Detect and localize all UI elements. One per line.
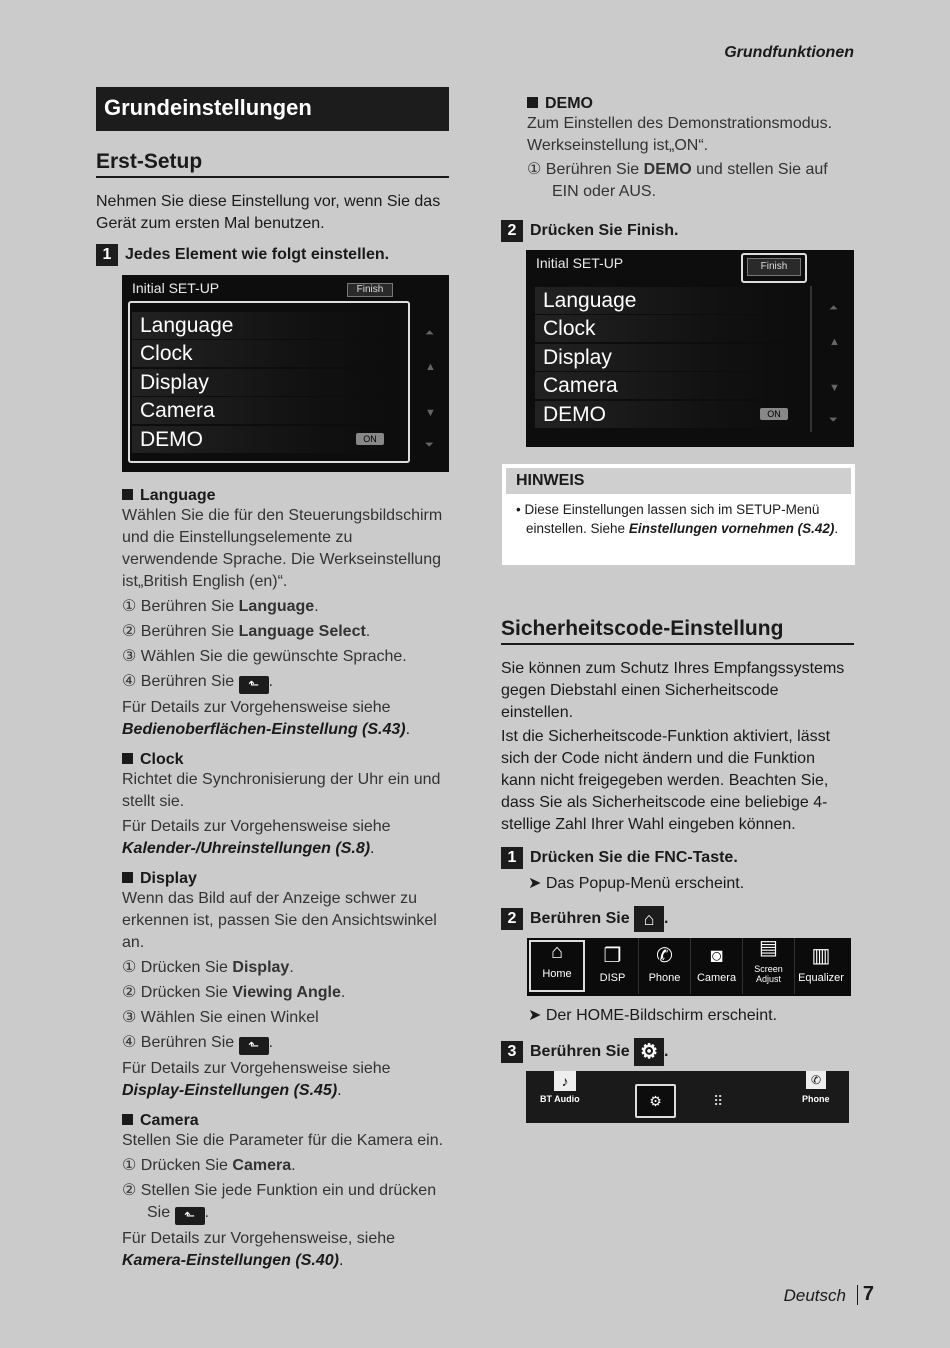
scroll-top-icon[interactable]: ⏶ bbox=[829, 302, 838, 314]
scroll-up-icon[interactable]: ▲ bbox=[425, 361, 436, 373]
page-title: Grundeinstellungen bbox=[96, 87, 449, 131]
home-button[interactable]: ⌂ Home bbox=[529, 940, 585, 992]
language-desc: Wählen Sie die für den Steuerungsbildschirm und die Einstellungselemente zu verwendende Sprache. Die Werkseinstellung ist„British English (en)“. bbox=[122, 507, 443, 590]
menu-item-language[interactable]: Language bbox=[535, 287, 797, 314]
menu-item-demo[interactable]: DEMO bbox=[132, 426, 390, 453]
step-number: 2 bbox=[501, 220, 523, 242]
intro-text: Nehmen Sie diese Einstellung vor, wenn Sie das Gerät zum ersten Mal benutzen. bbox=[96, 193, 441, 232]
phone-button[interactable]: ✆ Phone bbox=[639, 938, 691, 994]
display-icon: ❐ bbox=[603, 945, 622, 967]
gear-icon: ⚙ bbox=[634, 1038, 664, 1066]
section-heading-erst-setup: Erst-Setup bbox=[96, 150, 449, 178]
finish-button[interactable]: Finish bbox=[347, 283, 393, 297]
settings-button[interactable] bbox=[635, 1084, 676, 1118]
left-column bbox=[96, 87, 449, 266]
phone-label[interactable]: Phone bbox=[802, 1094, 830, 1104]
step-number: 2 bbox=[501, 908, 523, 930]
scroll-bottom-icon[interactable]: ⏷ bbox=[829, 414, 838, 426]
page-number: 7 bbox=[862, 1283, 874, 1305]
clock-desc: Richtet die Synchronisierung der Uhr ein und stellt sie. bbox=[122, 771, 441, 810]
music-icon: ♪ bbox=[554, 1071, 576, 1091]
section-heading-security: Sicherheitscode-Einstellung bbox=[501, 617, 854, 645]
menu-item-camera[interactable]: Camera bbox=[132, 397, 390, 424]
popup-menu-bar bbox=[527, 938, 851, 996]
camera-heading: Camera bbox=[122, 1112, 450, 1130]
back-icon: ⬑ bbox=[239, 1037, 269, 1055]
display-step-2: ② Drücken Sie Viewing Angle. bbox=[122, 984, 346, 1001]
security-result-2: ➤ Der HOME-Bildschirm erscheint. bbox=[528, 1007, 778, 1024]
step-2-finish: 2 Drücken Sie Finish . bbox=[501, 220, 679, 242]
apps-grid-icon[interactable]: ⠿ bbox=[713, 1093, 724, 1109]
home-icon: ⌂ bbox=[550, 941, 564, 963]
language-step-2: ② Berühren Sie Language Select. bbox=[122, 623, 371, 640]
camera-ref: Kamera-Einstellungen (S.40). bbox=[122, 1252, 344, 1269]
footer-divider bbox=[857, 1285, 858, 1305]
menu-item-camera[interactable]: Camera bbox=[535, 372, 797, 399]
note-text: • Diese Einstellungen lassen sich im SETUP-Menü einstellen. Siehe Einstellungen vornehmen (S.42). bbox=[516, 502, 839, 536]
step-number: 3 bbox=[501, 1041, 523, 1063]
scroll-top-icon[interactable]: ⏶ bbox=[425, 327, 434, 339]
screen-title: Initial SET-UP bbox=[132, 280, 220, 296]
language-heading: Language bbox=[122, 487, 450, 505]
step-number: 1 bbox=[96, 244, 118, 266]
scroll-up-icon[interactable]: ▲ bbox=[829, 336, 840, 348]
security-step-1: 1 Drücken Sie die FNC -Taste. bbox=[501, 847, 854, 869]
security-step-3: 3 Berühren Sie ⚙ . bbox=[501, 1038, 669, 1066]
step-1 bbox=[96, 244, 449, 266]
menu-item-display[interactable]: Display bbox=[132, 369, 390, 396]
clock-detail: Für Details zur Vorgehensweise siehe bbox=[122, 818, 391, 835]
back-icon: ⬑ bbox=[175, 1207, 205, 1225]
scroll-down-icon[interactable]: ▼ bbox=[425, 407, 436, 419]
camera-detail: Für Details zur Vorgehensweise, siehe bbox=[122, 1230, 396, 1247]
finish-button[interactable]: Finish bbox=[747, 258, 801, 276]
security-section bbox=[501, 617, 854, 932]
note-heading: HINWEIS bbox=[506, 468, 851, 494]
left-settings-list bbox=[122, 487, 450, 1272]
demo-on-badge: ON bbox=[356, 433, 384, 445]
camera-button[interactable]: ◙ Camera bbox=[691, 938, 743, 994]
language-step-1: ① Berühren Sie Language. bbox=[122, 598, 319, 615]
screen-title: Initial SET-UP bbox=[536, 255, 624, 271]
demo-on-badge: ON bbox=[760, 408, 788, 420]
screen-adjust-icon: ▤ bbox=[759, 937, 778, 959]
step-number: 1 bbox=[501, 847, 523, 869]
demo-step-1: ① Berühren Sie DEMO und stellen Sie auf bbox=[527, 161, 828, 178]
clock-heading: Clock bbox=[122, 751, 450, 769]
scroll-bottom-icon[interactable]: ⏷ bbox=[425, 439, 434, 451]
camera-step-2: ② Stellen Sie jede Funktion ein und drücken bbox=[122, 1182, 437, 1199]
clock-ref: Kalender-/Uhreinstellungen (S.8). bbox=[122, 840, 375, 857]
running-header: Grundfunktionen bbox=[724, 44, 854, 61]
initial-setup-screen-finish bbox=[526, 250, 854, 447]
display-ref: Display-Einstellungen (S.45). bbox=[122, 1082, 342, 1099]
back-icon: ⬑ bbox=[239, 676, 269, 694]
square-bullet-icon bbox=[122, 489, 133, 500]
square-bullet-icon bbox=[122, 1114, 133, 1125]
demo-step-1-cont: EIN oder AUS. bbox=[552, 183, 657, 200]
screen-adjust-button[interactable]: ▤ Screen Adjust bbox=[743, 938, 795, 994]
phone-icon: ✆ bbox=[806, 1071, 826, 1089]
menu-item-language[interactable]: Language bbox=[132, 312, 390, 339]
display-heading: Display bbox=[122, 870, 450, 888]
display-step-1: ① Drücken Sie Display. bbox=[122, 959, 294, 976]
square-bullet-icon bbox=[527, 97, 538, 108]
bt-audio-label[interactable]: BT Audio bbox=[540, 1094, 580, 1104]
square-bullet-icon bbox=[122, 872, 133, 883]
home-screen-bottom-bar bbox=[526, 1071, 849, 1123]
footer-language: Deutsch bbox=[783, 1286, 846, 1305]
display-detail: Für Details zur Vorgehensweise siehe bbox=[122, 1060, 391, 1077]
language-step-4: ④ Berühren Sie ⬑ . bbox=[122, 673, 274, 692]
gear-icon: ⚙ bbox=[649, 1093, 662, 1109]
security-result-1: ➤ Das Popup-Menü erscheint. bbox=[528, 875, 745, 892]
camera-step-2-cont: Sie ⬑ . bbox=[147, 1204, 210, 1223]
equalizer-button[interactable]: ▥ Equalizer bbox=[798, 945, 844, 984]
demo-desc-2: Werkseinstellung ist„ON“. bbox=[527, 137, 709, 154]
language-step-3: ③ Wählen Sie die gewünschte Sprache. bbox=[122, 648, 407, 665]
security-p2: Ist die Sicherheitscode-Funktion aktiviert, lässt sich der Code nicht ändern und die Funktion kann nicht freigegeben werden. Beachten Sie, dass Sie als Sicherheitscode eine beliebige 4-stellige Zahl Ihrer Wahl eingeben können. bbox=[501, 728, 831, 833]
step-text: Jedes Element wie folgt einstellen. bbox=[125, 246, 390, 263]
demo-desc-1: Zum Einstellen des Demonstrationsmodus. bbox=[527, 115, 833, 132]
scroll-down-icon[interactable]: ▼ bbox=[829, 382, 840, 394]
demo-section bbox=[527, 95, 857, 203]
home-icon: ⌂ bbox=[634, 906, 664, 932]
security-p1: Sie können zum Schutz Ihres Empfangssystems gegen Diebstahl einen Sicherheitscode einstellen. bbox=[501, 660, 845, 721]
menu-item-clock[interactable]: Clock bbox=[132, 340, 390, 367]
security-step-2: 2 Berühren Sie ⌂ . bbox=[501, 906, 854, 932]
display-step-3: ③ Wählen Sie einen Winkel bbox=[122, 1009, 319, 1026]
phone-icon: ✆ bbox=[656, 945, 673, 967]
note-box bbox=[501, 463, 856, 566]
equalizer-icon: ▥ bbox=[811, 945, 831, 967]
menu-item-display[interactable]: Display bbox=[535, 344, 797, 371]
disp-button[interactable]: ❐ DISP bbox=[587, 938, 639, 994]
display-step-4: ④ Berühren Sie ⬑ . bbox=[122, 1034, 274, 1053]
initial-setup-screen bbox=[122, 275, 449, 472]
display-desc: Wenn das Bild auf der Anzeige schwer zu erkennen ist, passen Sie den Ansichtswinkel an. bbox=[122, 890, 437, 951]
camera-step-1: ① Drücken Sie Camera. bbox=[122, 1157, 296, 1174]
square-bullet-icon bbox=[122, 753, 133, 764]
menu-item-clock[interactable]: Clock bbox=[535, 315, 797, 342]
camera-icon: ◙ bbox=[710, 945, 723, 967]
demo-heading: DEMO bbox=[527, 95, 857, 113]
camera-desc: Stellen Sie die Parameter für die Kamera ein. bbox=[122, 1132, 444, 1149]
menu-item-demo[interactable]: DEMO bbox=[535, 401, 797, 428]
language-detail: Für Details zur Vorgehensweise siehe bbox=[122, 699, 391, 716]
scroll-track bbox=[810, 286, 812, 432]
language-ref: Bedienoberflächen-Einstellung (S.43). bbox=[122, 721, 411, 738]
